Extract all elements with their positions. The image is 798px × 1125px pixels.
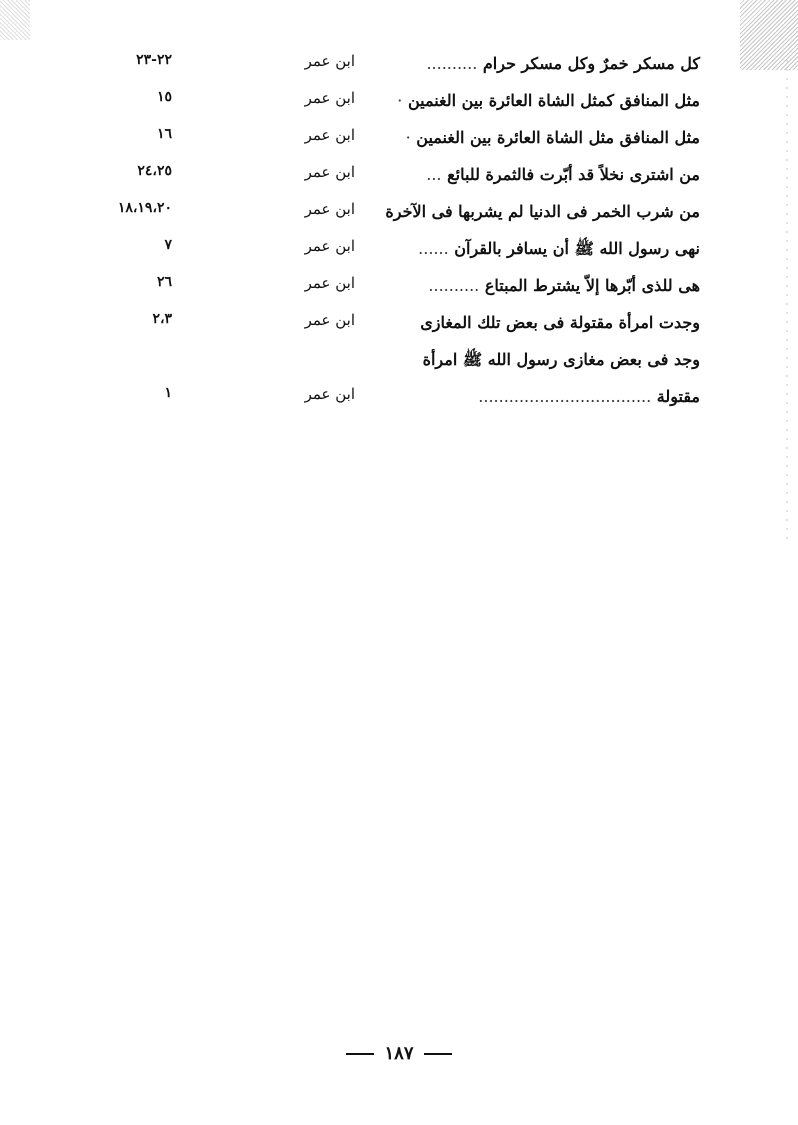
hadith-text-line-2: مقتولة .................................. <box>478 387 700 406</box>
narrator: ابن عمر <box>304 126 355 144</box>
narrator: ابن عمر <box>304 237 355 255</box>
page-refs: ٧ <box>164 237 172 253</box>
hadith-text: مثل المنافق مثل الشاة العائرة بين الغنمين · <box>405 128 700 147</box>
hadith-text: نهى رسول الله ﷺ أن يسافر بالقرآن ...... <box>418 239 700 258</box>
hadith-text-line-1: وجد فى بعض مغازى رسول الله ﷺ امرأة <box>422 350 700 369</box>
index-row <box>100 124 700 161</box>
index-row <box>100 272 700 309</box>
hadith-text: هى للذى أبّرها إلاّ يشترط المبتاع .......... <box>428 276 700 295</box>
index-row-continued <box>100 346 700 383</box>
index-row <box>100 161 700 198</box>
narrator: ابن عمر <box>304 163 355 181</box>
page-refs: ٢،٣ <box>152 311 172 327</box>
hadith-text: كل مسكر خمرٌ وكل مسكر حرام .......... <box>426 54 700 73</box>
narrator: ابن عمر <box>304 89 355 107</box>
hadith-text: من اشترى نخلاً قد أبّرت فالثمرة للبائع ... <box>426 165 700 184</box>
scan-edge-noise-left <box>0 0 30 40</box>
narrator: ابن عمر <box>304 274 355 292</box>
page-refs: ١٥ <box>156 89 172 105</box>
page-refs: ١٨،١٩،٢٠ <box>117 200 172 216</box>
index-row <box>100 50 700 87</box>
narrator: ابن عمر <box>304 200 355 218</box>
narrator: ابن عمر <box>304 385 355 403</box>
scan-edge-line-right <box>786 60 788 540</box>
page-refs: ٢٦ <box>156 274 172 290</box>
narrator: ابن عمر <box>304 52 355 70</box>
narrator: ابن عمر <box>304 311 355 329</box>
hadith-text: وجدت امرأة مقتولة فى بعض تلك المغازى <box>420 313 700 332</box>
page-refs: ١٦ <box>156 126 172 142</box>
hadith-index-table <box>100 50 700 420</box>
index-row <box>100 235 700 272</box>
hadith-text: من شرب الخمر فى الدنيا لم يشربها فى الآخرة <box>385 202 700 221</box>
index-row <box>100 87 700 124</box>
scan-edge-noise-right <box>740 0 798 70</box>
page-refs: ٢٢-٢٣ <box>136 52 172 68</box>
footer-dash-left <box>346 1053 374 1055</box>
index-row <box>100 383 700 420</box>
index-row <box>100 198 700 235</box>
footer-dash-right <box>424 1053 452 1055</box>
index-row <box>100 309 700 346</box>
page-refs: ٢٤،٢٥ <box>137 163 172 179</box>
page-refs: ١ <box>164 385 172 401</box>
page-footer <box>0 1043 798 1064</box>
hadith-text: مثل المنافق كمثل الشاة العائرة بين الغنمين · <box>397 91 700 110</box>
page-number: ١٨٧ <box>384 1043 414 1064</box>
